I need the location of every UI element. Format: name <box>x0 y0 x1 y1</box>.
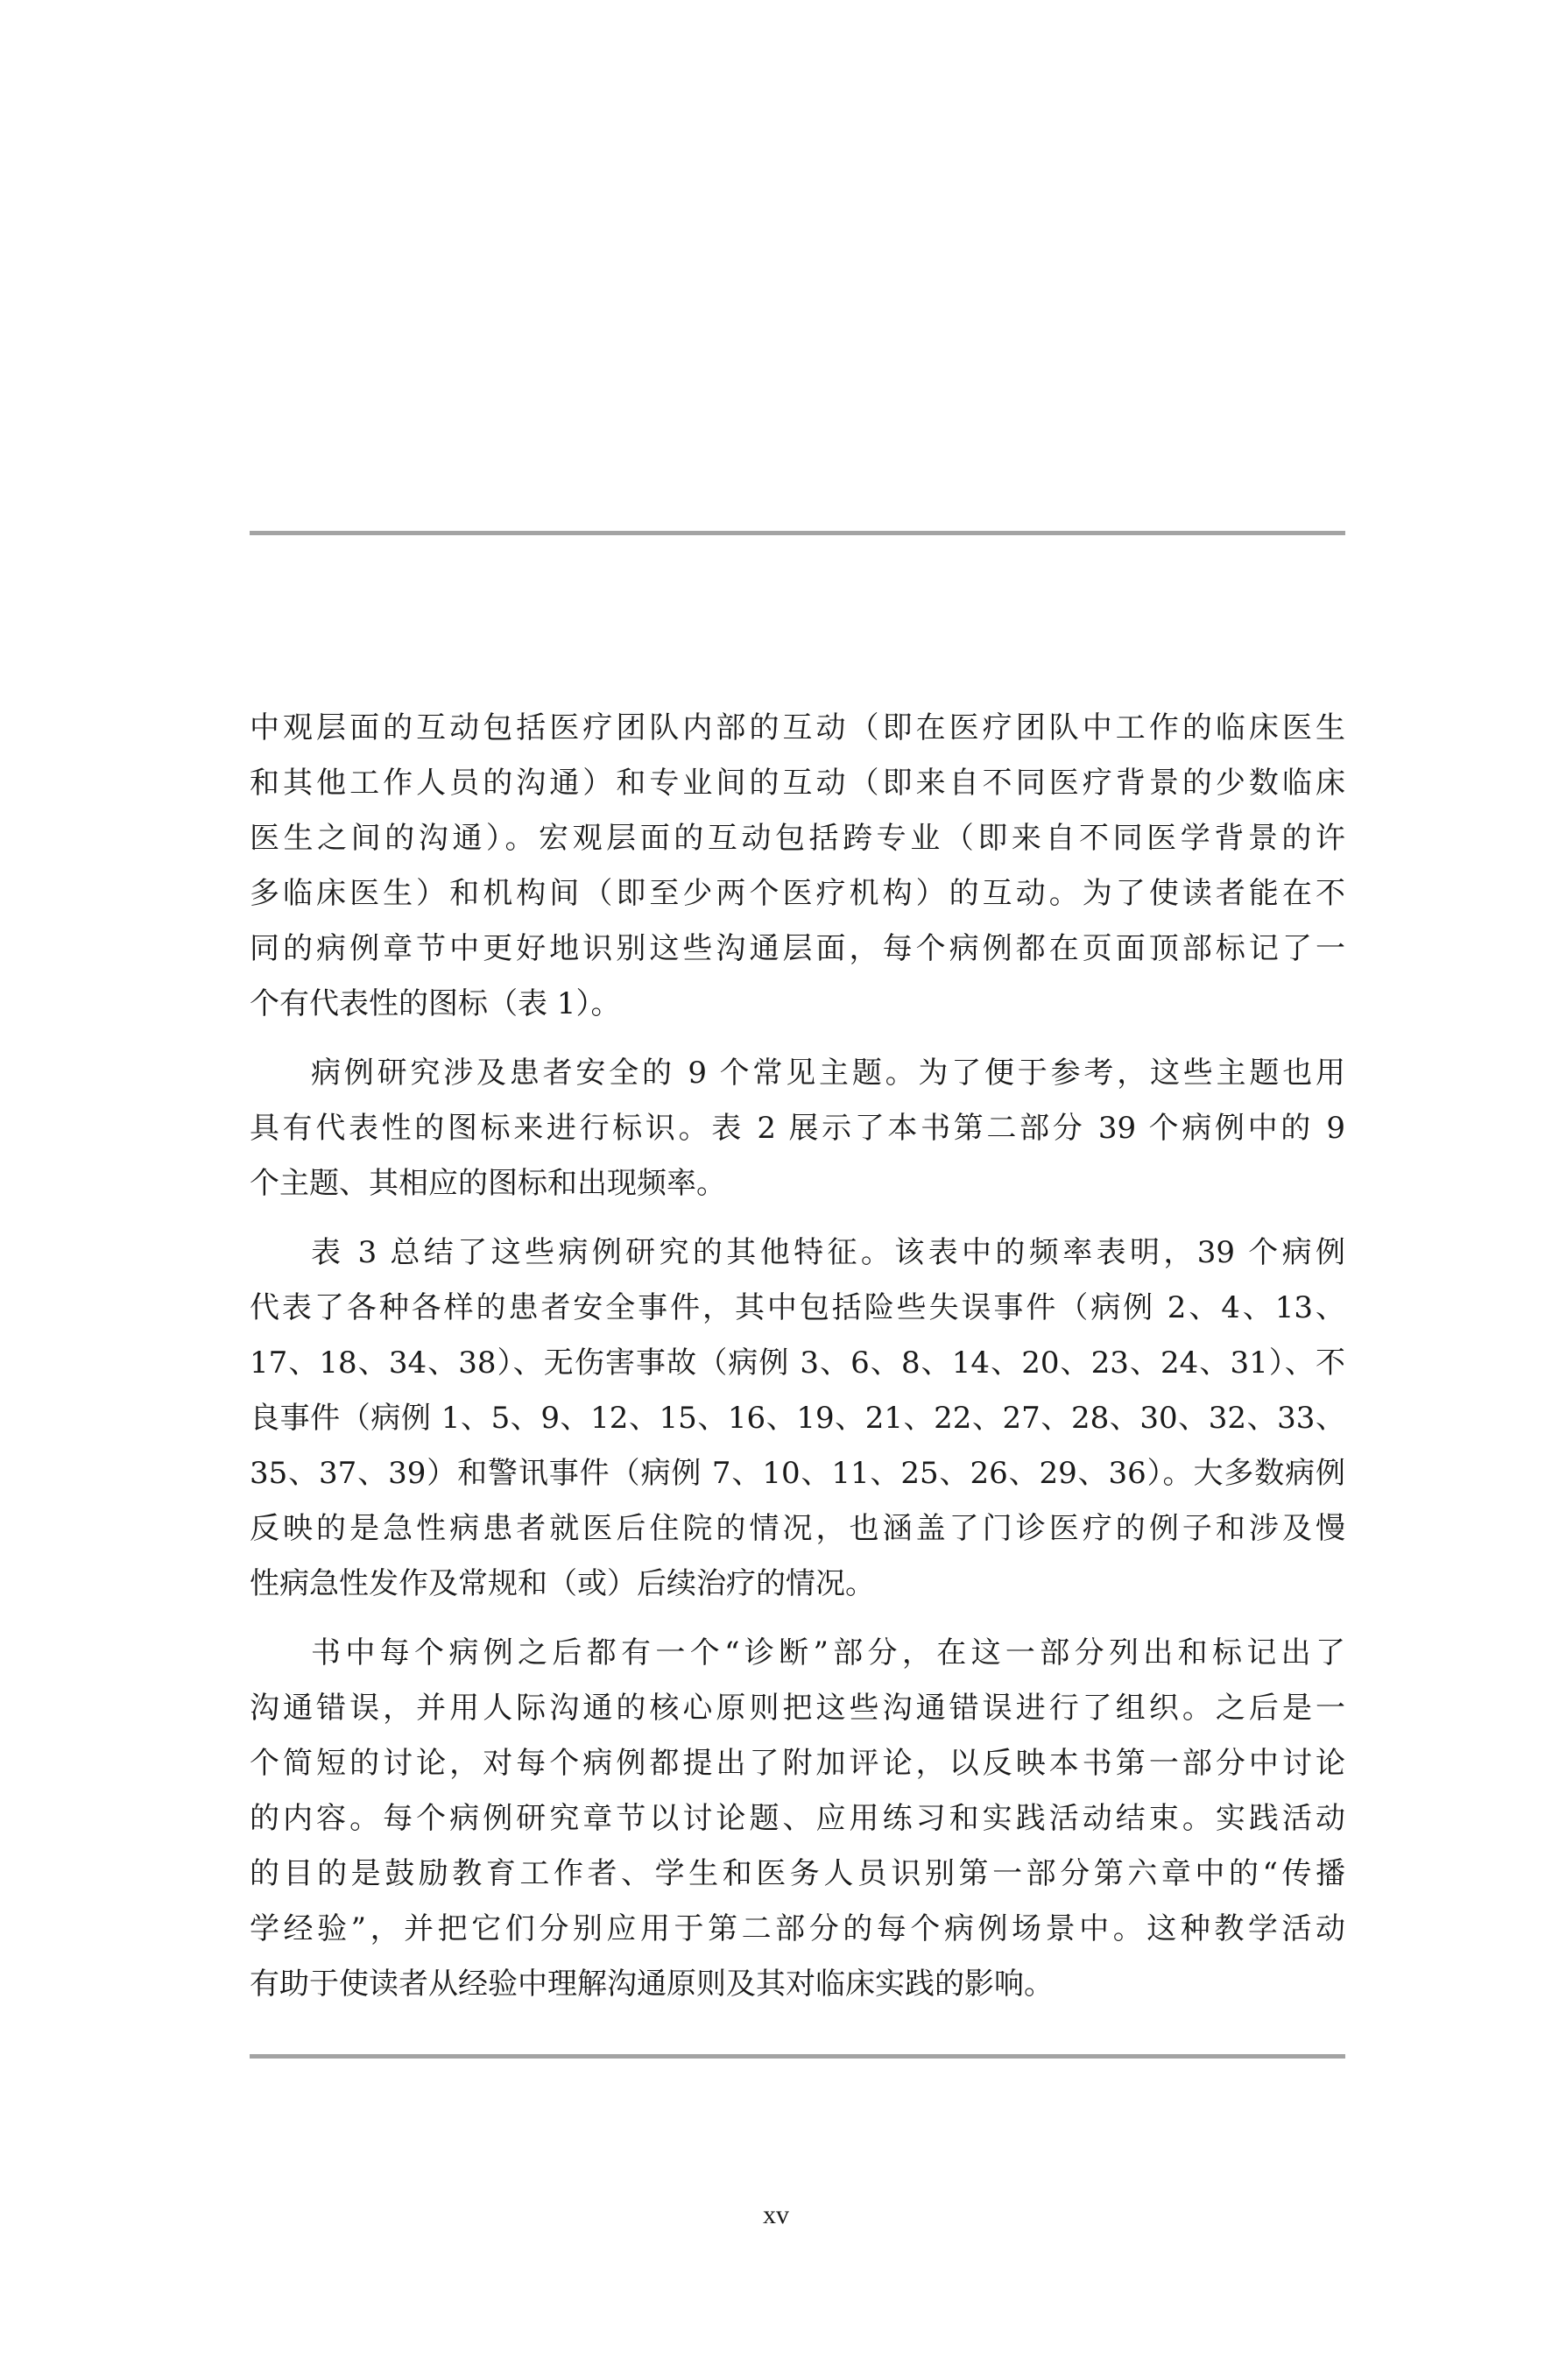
text-line: 的内容。每个病例研究章节以讨论题、应用练习和实践活动结束。实践活动 <box>250 1801 1345 1836</box>
text-line: 性病急性发作及常规和（或）后续治疗的情况。 <box>250 1566 875 1601</box>
text-line: 有助于使读者从经验中理解沟通原则及其对临床实践的影响。 <box>250 1967 1054 2002</box>
top-divider <box>250 531 1345 535</box>
paragraph <box>250 701 1345 1032</box>
text-line: 个简短的讨论，对每个病例都提出了附加评论，以反映本书第一部分中讨论 <box>250 1746 1345 1781</box>
text-line: 学经验”，并把它们分别应用于第二部分的每个病例场景中。这种教学活动 <box>250 1911 1345 1946</box>
text-line: 个主题、其相应的图标和出现频率。 <box>250 1166 726 1201</box>
text-line: 表 3 总结了这些病例研究的其他特征。该表中的频率表明，39 个病例 <box>311 1235 1345 1270</box>
text-line: 个有代表性的图标（表 1）。 <box>250 986 621 1021</box>
text-line: 同的病例章节中更好地识别这些沟通层面，每个病例都在页面顶部标记了一 <box>250 931 1345 966</box>
body-text <box>250 701 1345 2026</box>
text-line: 沟通错误，并用人际沟通的核心原则把这些沟通错误进行了组织。之后是一 <box>250 1691 1345 1726</box>
text-line: 病例研究涉及患者安全的 9 个常见主题。为了便于参考，这些主题也用 <box>311 1056 1345 1091</box>
paragraph <box>250 1626 1345 2012</box>
text-line: 代表了各种各样的患者安全事件，其中包括险些失误事件（病例 2、4、13、 <box>250 1290 1345 1325</box>
text-line: 良事件（病例 1、5、9、12、15、16、19、21、22、27、28、30、32、33、 <box>250 1401 1345 1436</box>
text-line: 35、37、39）和警讯事件（病例 7、10、11、25、26、29、36）。大多数病例 <box>250 1456 1345 1491</box>
text-line: 反映的是急性病患者就医后住院的情况，也涵盖了门诊医疗的例子和涉及慢 <box>250 1511 1345 1546</box>
bottom-divider <box>250 2054 1345 2059</box>
text-line: 医生之间的沟通）。宏观层面的互动包括跨专业（即来自不同医学背景的许 <box>250 821 1345 856</box>
text-line: 多临床医生）和机构间（即至少两个医疗机构）的互动。为了使读者能在不 <box>250 876 1345 911</box>
text-line: 的目的是鼓励教育工作者、学生和医务人员识别第一部分第六章中的“传播 <box>250 1856 1345 1891</box>
text-line: 中观层面的互动包括医疗团队内部的互动（即在医疗团队中工作的临床医生 <box>250 710 1345 745</box>
page-number: xv <box>763 2200 789 2229</box>
text-line: 17、18、34、38）、无伤害事故（病例 3、6、8、14、20、23、24、31）、不 <box>250 1345 1345 1381</box>
text-line: 和其他工作人员的沟通）和专业间的互动（即来自不同医疗背景的少数临床 <box>250 766 1345 801</box>
text-line: 具有代表性的图标来进行标识。表 2 展示了本书第二部分 39 个病例中的 9 <box>250 1111 1345 1146</box>
paragraph <box>250 1225 1345 1612</box>
text-line: 书中每个病例之后都有一个“诊断”部分，在这一部分列出和标记出了 <box>311 1635 1345 1670</box>
paragraph <box>250 1046 1345 1211</box>
